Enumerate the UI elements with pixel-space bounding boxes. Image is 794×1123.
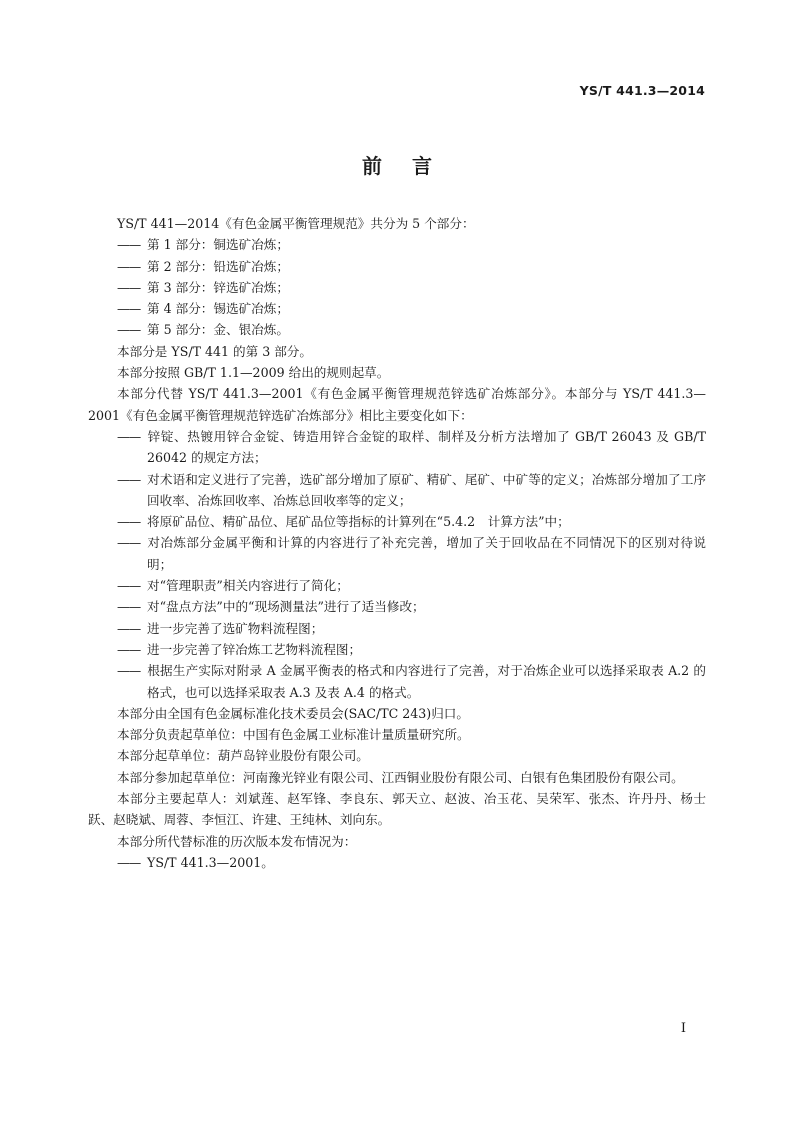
paragraph: YS/T 441—2014《有色金属平衡管理规范》共分为 5 个部分： xyxy=(117,216,475,231)
dash-mark: —— xyxy=(117,237,141,253)
list-item xyxy=(88,532,706,575)
list-item-text: 对“管理职责”相关内容进行了简化； xyxy=(147,578,349,594)
dash-mark: —— xyxy=(117,514,141,530)
list-item-text: 第 4 部分：锡选矿冶炼； xyxy=(147,301,289,317)
list-item-text: 对冶炼部分金属平衡和计算的内容进行了补充完善，增加了关于回收品在不同情况下的区别对待说明； xyxy=(147,535,706,572)
list-item-text: 根据生产实际对附录 A 金属平衡表的格式和内容进行了完善，对于冶炼企业可以选择采取表 A.2 的格式，也可以选择采取表 A.3 及表 A.4 的格式。 xyxy=(147,663,706,700)
list-item xyxy=(88,298,706,319)
list-item-text: 第 1 部分：铜选矿冶炼； xyxy=(147,237,289,253)
list-item-text: 第 2 部分：铅选矿冶炼； xyxy=(147,258,289,274)
list-item xyxy=(88,469,706,512)
list-item xyxy=(88,852,706,873)
list-item-text: 对术语和定义进行了完善，选矿部分增加了原矿、精矿、尾矿、中矿等的定义；冶炼部分增加了工序回收率、冶炼回收率、冶炼总回收率等的定义； xyxy=(147,471,706,508)
list-item-text: 对“盘点方法”中的“现场测量法”进行了适当修改； xyxy=(147,599,425,615)
list-item xyxy=(88,618,706,639)
list-item xyxy=(88,511,706,532)
page-number: I xyxy=(680,1021,686,1036)
paragraph: 本部分起草单位：葫芦岛锌业股份有限公司。 xyxy=(117,748,369,764)
dash-mark: —— xyxy=(117,471,141,487)
list-item xyxy=(88,660,706,703)
dash-mark: —— xyxy=(117,854,141,870)
list-item xyxy=(88,426,706,469)
list-item-text: 进一步完善了锌冶炼工艺物料流程图； xyxy=(147,641,362,657)
paragraph: 本部分按照 GB/T 1.1—2009 给出的规则起草。 xyxy=(117,365,390,381)
list-item-text: 锌锭、热镀用锌合金锭、铸造用锌合金锭的取样、制样及分析方法增加了 GB/T 26043 及 GB/T 26042 的规定方法； xyxy=(147,428,706,466)
dash-mark: —— xyxy=(117,578,141,594)
foreword-body xyxy=(88,213,706,873)
paragraph: 本部分负责起草单位：中国有色金属工业标准计量质量研究所。 xyxy=(117,727,470,743)
dash-mark: —— xyxy=(117,599,141,615)
list-item xyxy=(88,234,706,255)
list-item-text: 进一步完善了选矿物料流程图； xyxy=(147,620,324,636)
list-item-text: 第 3 部分：锌选矿冶炼； xyxy=(147,279,289,295)
list-item-text: YS/T 441.3—2001。 xyxy=(147,854,274,870)
list-item xyxy=(88,277,706,298)
standard-code: YS/T 441.3—2014 xyxy=(579,83,705,98)
paragraph: 本部分主要起草人：刘斌莲、赵军锋、李良东、郭天立、赵波、冶玉花、吴荣军、张杰、许丹丹、杨士跃、赵晓斌、周蓉、李恒江、许建、王纯林、刘向东。 xyxy=(88,791,706,828)
dash-mark: —— xyxy=(117,535,141,551)
dash-mark: —— xyxy=(117,258,141,274)
list-item xyxy=(88,575,706,596)
list-item xyxy=(88,596,706,617)
dash-mark: —— xyxy=(117,663,141,679)
dash-mark: —— xyxy=(117,428,141,444)
dash-mark: —— xyxy=(117,620,141,636)
list-item xyxy=(88,319,706,340)
dash-mark: —— xyxy=(117,322,141,338)
list-item xyxy=(88,256,706,277)
dash-mark: —— xyxy=(117,301,141,317)
dash-mark: —— xyxy=(117,279,141,295)
list-item-text: 将原矿品位、精矿品位、尾矿品位等指标的计算列在“5.4.2 计算方法”中； xyxy=(147,514,570,530)
paragraph: 本部分代替 YS/T 441.3—2001《有色金属平衡管理规范锌选矿冶炼部分》。本部分与 YS/T 441.3—2001《有色金属平衡管理规范锌选矿冶炼部分》相比主要变化如下： xyxy=(88,386,706,423)
dash-mark: —— xyxy=(117,641,141,657)
paragraph: 本部分所代替标准的历次版本发布情况为： xyxy=(117,833,357,849)
paragraph: 本部分由全国有色金属标准化技术委员会(SAC/TC 243)归口。 xyxy=(117,705,469,721)
list-item xyxy=(88,639,706,660)
list-item-text: 第 5 部分：金、银冶炼。 xyxy=(147,322,289,338)
page-title: 前言 xyxy=(362,154,462,178)
paragraph: 本部分参加起草单位：河南豫光锌业有限公司、江西铜业股份有限公司、白银有色集团股份有限公司。 xyxy=(117,769,684,785)
paragraph: 本部分是 YS/T 441 的第 3 部分。 xyxy=(117,343,312,359)
